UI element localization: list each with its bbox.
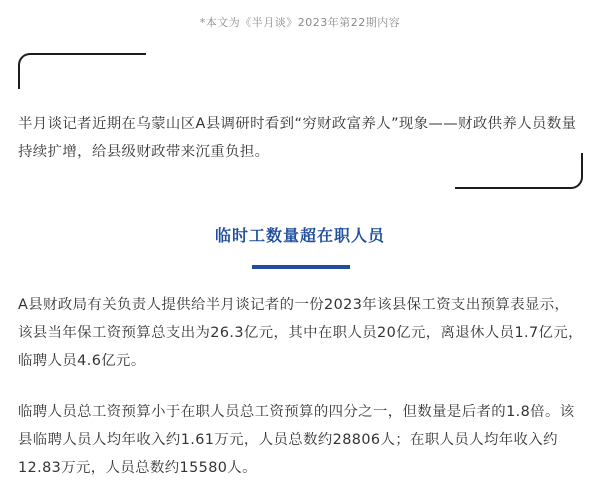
quote-bracket-top-left xyxy=(18,53,146,89)
body-paragraph-1: A县财政局有关负责人提供给半月谈记者的一份2023年该县保工资支出预算表显示，该县当年保工资预算总支出为26.3亿元，其中在职人员20亿元，离退休人员1.7亿元，临聘人员4.6亿元。 xyxy=(18,297,583,369)
source-note: *本文为《半月谈》2023年第22期内容 xyxy=(199,16,401,29)
heading-underline xyxy=(252,265,350,269)
section-heading: 临时工数量超在职人员 xyxy=(214,226,385,245)
intro-paragraph: 半月谈记者近期在乌蒙山区A县调研时看到“穷财政富养人”现象——财政供养人员数量持续扩增，给县级财政带来沉重负担。 xyxy=(18,116,577,160)
quote-bracket-bottom-right xyxy=(455,153,583,189)
body-paragraph-2: 临聘人员总工资预算小于在职人员总工资预算的四分之一，但数量是后者的1.8倍。该县临聘人员人均年收入约1.61万元，人员总数约28806人；在职人员人均年收入约12.83万元，人员总数约15580人。 xyxy=(18,404,575,476)
